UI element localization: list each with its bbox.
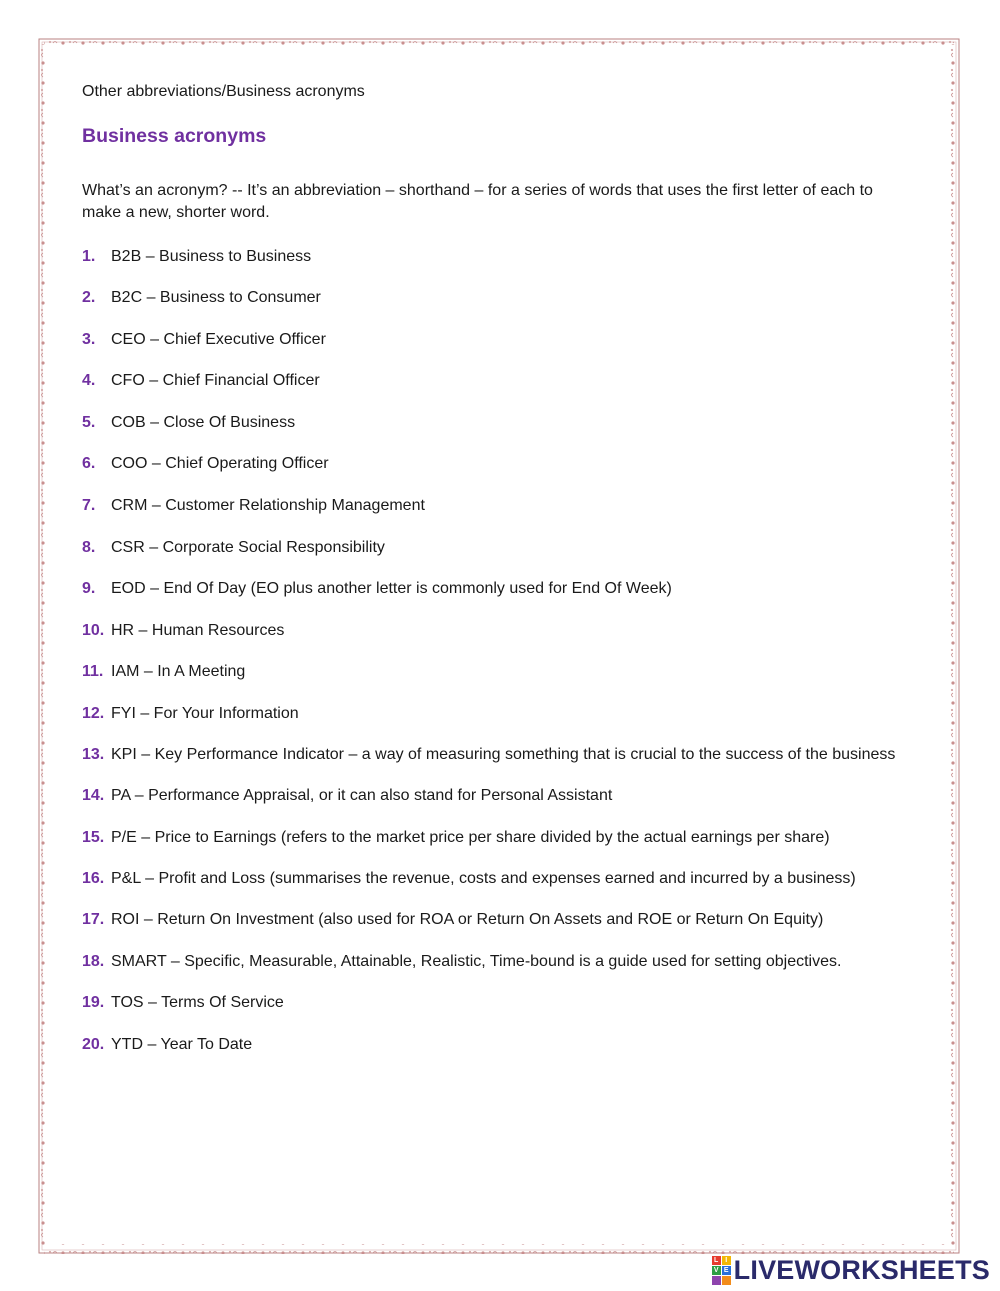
list-item-number: 3. (82, 331, 96, 348)
page-title: Business acronyms (82, 125, 267, 147)
list-item-number: 2. (82, 289, 96, 306)
list-item-text: CRM – Customer Relationship Management (111, 497, 425, 514)
logo-letter: I (722, 1256, 731, 1265)
list-item-text: B2B – Business to Business (111, 248, 312, 265)
list-item-text: CSR – Corporate Social Responsibility (111, 539, 385, 556)
list-item-text: P/E – Price to Earnings (refers to the market price per share divided by the actual earnings per share) (111, 829, 830, 846)
list-item (82, 453, 329, 475)
logo-letter: E (722, 1266, 731, 1275)
list-item (82, 1034, 252, 1056)
list-item-number: 10. (82, 622, 105, 639)
list-item (82, 744, 895, 766)
list-item (82, 909, 823, 931)
list-item (82, 868, 856, 890)
list-item (82, 703, 299, 725)
intro-paragraph: What’s an acronym? -- It’s an abbreviation – shorthand – for a series of words that uses the first letter of each to make a new, shorter word. (82, 182, 873, 221)
list-item-text: ROI – Return On Investment (also used for ROA or Return On Assets and ROE or Return On Equity) (111, 911, 824, 928)
list-item-text: CEO – Chief Executive Officer (111, 331, 326, 348)
list-item-text: TOS – Terms Of Service (111, 994, 284, 1011)
page-header: Other abbreviations/Business acronyms (82, 83, 365, 100)
list-item-number: 8. (82, 539, 96, 556)
list-item-text: COO – Chief Operating Officer (111, 455, 329, 472)
list-item-number: 14. (82, 787, 105, 804)
list-item (82, 287, 321, 309)
list-item (82, 329, 326, 351)
logo-text: LIVEWORKSHEETS (733, 1254, 990, 1285)
list-item-text: B2C – Business to Consumer (111, 289, 321, 306)
list-item-number: 17. (82, 911, 105, 928)
list-item (82, 412, 295, 434)
list-item-number: 7. (82, 497, 96, 514)
logo-letter: L (712, 1256, 721, 1265)
list-item (82, 370, 320, 392)
list-item-number: 16. (82, 870, 105, 887)
list-item-text: P&L – Profit and Loss (summarises the revenue, costs and expenses earned and incurred by a business) (111, 870, 856, 887)
list-item (82, 578, 672, 600)
list-item-number: 1. (82, 248, 96, 265)
list-item (82, 620, 284, 642)
list-item-number: 4. (82, 372, 96, 389)
list-item-number: 13. (82, 746, 105, 763)
list-item-number: 18. (82, 953, 105, 970)
list-item-text: SMART – Specific, Measurable, Attainable, Realistic, Time-bound is a guide used for setting objectives. (111, 953, 842, 970)
list-item (82, 827, 830, 849)
list-item-text: PA – Performance Appraisal, or it can also stand for Personal Assistant (111, 787, 613, 804)
list-item-number: 5. (82, 414, 96, 431)
list-item-number: 15. (82, 829, 105, 846)
list-item (82, 246, 311, 268)
list-item (82, 495, 425, 517)
list-item-text: CFO – Chief Financial Officer (111, 372, 320, 389)
list-item-text: IAM – In A Meeting (111, 663, 246, 680)
list-item-number: 11. (82, 663, 104, 680)
list-item (82, 785, 612, 807)
list-item-number: 12. (82, 705, 105, 722)
liveworksheets-logo (712, 1255, 990, 1285)
list-item (82, 951, 841, 973)
list-item-text: YTD – Year To Date (111, 1036, 253, 1053)
list-item-number: 20. (82, 1036, 105, 1053)
list-item-text: EOD – End Of Day (EO plus another letter is commonly used for End Of Week) (111, 580, 672, 597)
list-item (82, 992, 284, 1014)
list-item (82, 661, 245, 683)
list-item-text: FYI – For Your Information (111, 705, 299, 722)
list-item (82, 537, 385, 559)
list-item-text: KPI – Key Performance Indicator – a way of measuring something that is crucial to the success of the business (111, 746, 896, 763)
list-item-number: 19. (82, 994, 105, 1011)
list-item-number: 6. (82, 455, 96, 472)
list-item-text: COB – Close Of Business (111, 414, 296, 431)
list-item-number: 9. (82, 580, 96, 597)
list-item-text: HR – Human Resources (111, 622, 285, 639)
logo-letter: V (712, 1266, 721, 1275)
logo-icon (712, 1256, 731, 1285)
